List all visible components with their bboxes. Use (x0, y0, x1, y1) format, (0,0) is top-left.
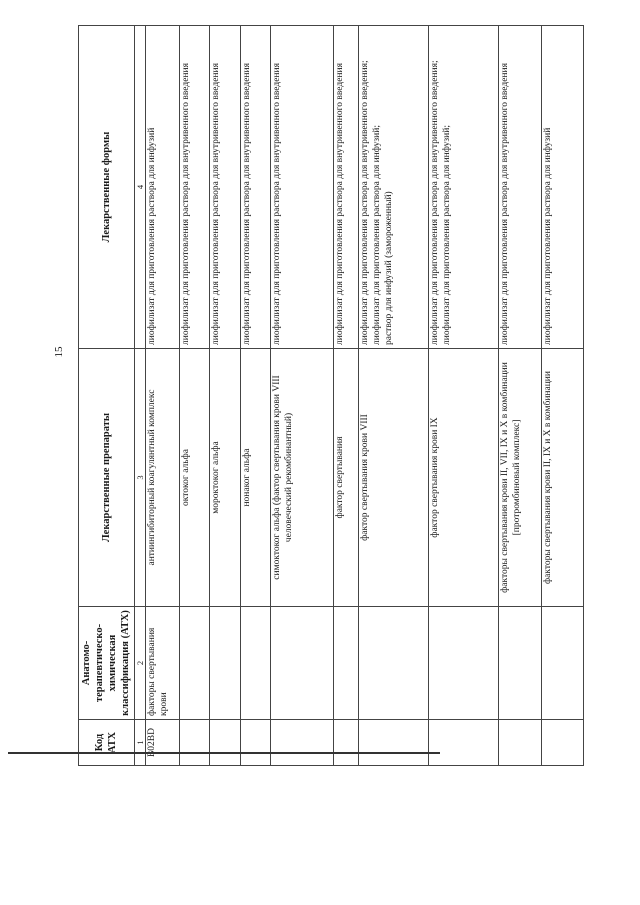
atc-code-cell (542, 720, 584, 766)
dosage-form-line: лиофилизат для приготовления раствора для внутривенного введения (272, 63, 283, 345)
dosage-forms-cell (542, 26, 584, 349)
atc-code-cell (180, 720, 210, 766)
header-forms: Лекарственные формы (79, 26, 135, 349)
dosage-forms-cell (146, 26, 180, 349)
table-row (271, 26, 334, 766)
dosage-form-line: раствор для инфузий (замороженный) (383, 191, 394, 345)
table-header-row (79, 26, 135, 766)
dosage-forms-cell (359, 26, 429, 349)
header-drugs: Лекарственные препараты (79, 349, 135, 607)
dosage-forms-cell (334, 26, 359, 349)
dosage-forms-cell (180, 26, 210, 349)
dosage-form-line: лиофилизат для приготовления раствора для инфузий (147, 127, 158, 345)
dosage-form-line: лиофилизат для приготовления раствора для инфузий (543, 127, 554, 345)
table-row (542, 26, 584, 766)
classification-cell (180, 607, 210, 720)
atc-code-cell (499, 720, 542, 766)
drug-name-cell: октоког альфа (180, 349, 210, 607)
table-row (429, 26, 499, 766)
table-row (334, 26, 359, 766)
dosage-form-line: лиофилизат для приготовления раствора для инфузий; (372, 125, 382, 345)
atc-code-cell (334, 720, 359, 766)
drug-name-cell: антиингибиторный коагулянтный комплекс (146, 349, 180, 607)
dosage-form-line: лиофилизат для приготовления раствора для внутривенного введения (211, 63, 222, 345)
dosage-form-line: лиофилизат для приготовления раствора для внутривенного введения; (360, 60, 371, 345)
drug-name-cell: нонаког альфа (241, 349, 271, 607)
drug-name-cell: мороктоког альфа (210, 349, 241, 607)
table-row (210, 26, 241, 766)
classification-cell (542, 607, 584, 720)
dosage-forms-cell (429, 26, 499, 349)
classification-cell (271, 607, 334, 720)
drug-name-cell: факторы свертывания крови II, VII, IX и X в комбинации [протромбиновый комплекс] (499, 349, 542, 607)
atc-code-cell (271, 720, 334, 766)
column-number: 4 (134, 26, 146, 349)
rotated-table-container (78, 26, 576, 766)
dosage-form-line: лиофилизат для приготовления раствора для внутривенного введения; (430, 60, 441, 345)
atc-code-cell (210, 720, 241, 766)
column-number: 3 (134, 349, 146, 607)
page-number: 15 (53, 346, 65, 358)
header-classification: Анатомо-терапевтическо-химическая классификация (АТХ) (79, 607, 135, 720)
drug-name-cell: симоктоког альфа (фактор свертывания крови VIII человеческий рекомбинантный) (271, 349, 334, 607)
column-number: 1 (134, 720, 146, 766)
drug-name-cell: фактор свертывания крови IX (429, 349, 499, 607)
dosage-forms-cell (271, 26, 334, 349)
page-divider (8, 752, 440, 754)
drug-name-cell: факторы свертывания крови II, IX и X в комбинации (542, 349, 584, 607)
dosage-form-line: лиофилизат для приготовления раствора для внутривенного введения (242, 63, 253, 345)
dosage-form-line: лиофилизат для приготовления раствора для внутривенного введения (500, 63, 511, 345)
column-number-row (134, 26, 146, 766)
classification-cell (499, 607, 542, 720)
drug-table (78, 25, 584, 766)
table-body (146, 26, 584, 766)
drug-name-cell: фактор свертывания крови VIII (359, 349, 429, 607)
table-row (499, 26, 542, 766)
dosage-forms-cell (241, 26, 271, 349)
dosage-forms-cell (499, 26, 542, 349)
classification-cell (334, 607, 359, 720)
dosage-form-line: лиофилизат для приготовления раствора для внутривенного введения (335, 63, 346, 345)
atc-code-cell (429, 720, 499, 766)
table-row (241, 26, 271, 766)
table-row (180, 26, 210, 766)
classification-cell (429, 607, 499, 720)
column-number: 2 (134, 607, 146, 720)
dosage-form-line: лиофилизат для приготовления раствора для инфузий; (442, 125, 452, 345)
dosage-form-line: лиофилизат для приготовления раствора для внутривенного введения (181, 63, 192, 345)
classification-cell (210, 607, 241, 720)
table-row (146, 26, 180, 766)
classification-cell: факторы свертывания крови (146, 607, 180, 720)
atc-code-cell (359, 720, 429, 766)
atc-code-cell: B02BD (146, 720, 180, 766)
classification-cell (241, 607, 271, 720)
table-row (359, 26, 429, 766)
classification-cell (359, 607, 429, 720)
drug-name-cell: фактор свертывания (334, 349, 359, 607)
header-code: Код АТХ (79, 720, 135, 766)
atc-code-cell (241, 720, 271, 766)
dosage-forms-cell (210, 26, 241, 349)
